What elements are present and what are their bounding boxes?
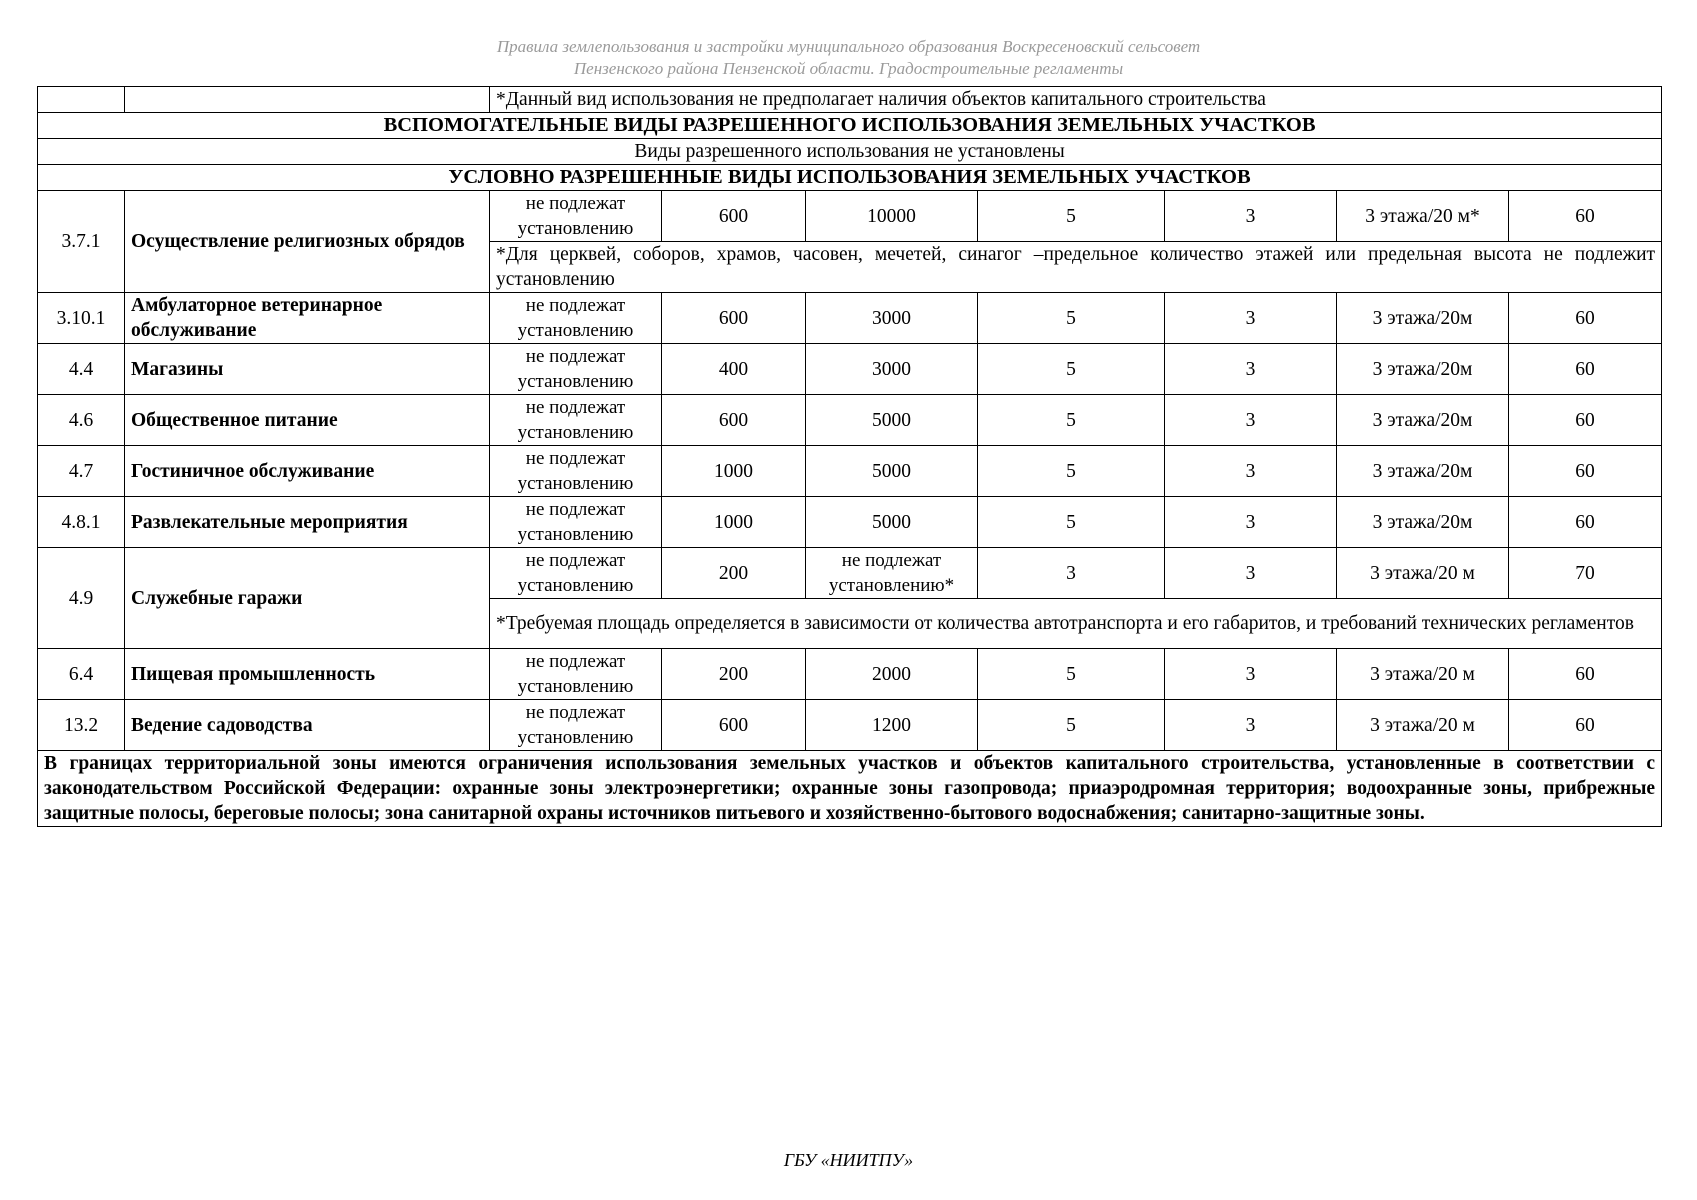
cell-c7: 60: [1509, 344, 1662, 395]
cell-c2: 200: [662, 649, 806, 700]
row-code: 13.2: [38, 700, 125, 751]
cell-c2: 1000: [662, 446, 806, 497]
cell-c3: 3000: [806, 344, 978, 395]
cell-c1: не подлежат установлению: [490, 700, 662, 751]
section-title-auxiliary: ВСПОМОГАТЕЛЬНЫЕ ВИДЫ РАЗРЕШЕННОГО ИСПОЛЬЗОВАНИЯ ЗЕМЕЛЬНЫХ УЧАСТКОВ: [38, 113, 1662, 139]
cell-c7: 70: [1509, 548, 1662, 599]
cell-c1: не подлежат установлению: [490, 293, 662, 344]
cell-c2: 600: [662, 293, 806, 344]
cell-c3: 3000: [806, 293, 978, 344]
cell-c5: 3: [1165, 700, 1337, 751]
section-row: [38, 113, 1662, 139]
cell-c7: 60: [1509, 191, 1662, 242]
table-row: [38, 395, 1662, 446]
cell-c7: 60: [1509, 395, 1662, 446]
cell-c4: 5: [978, 191, 1165, 242]
cell-c6: 3 этажа/20м: [1337, 293, 1509, 344]
row-name: Ведение садоводства: [125, 700, 490, 751]
row-name: Пищевая промышленность: [125, 649, 490, 700]
cell-c1: не подлежат установлению: [490, 395, 662, 446]
cell-c7: 60: [1509, 497, 1662, 548]
row-code: 3.7.1: [38, 191, 125, 293]
cell-c7: 60: [1509, 446, 1662, 497]
row-code: 4.7: [38, 446, 125, 497]
empty-cell: [125, 87, 490, 113]
section-body-auxiliary: Виды разрешенного использования не установлены: [38, 139, 1662, 165]
row-code: 6.4: [38, 649, 125, 700]
cell-c6: 3 этажа/20м: [1337, 344, 1509, 395]
cell-c5: 3: [1165, 191, 1337, 242]
row-code: 4.6: [38, 395, 125, 446]
row-name: Гостиничное обслуживание: [125, 446, 490, 497]
note-top: *Данный вид использования не предполагает наличия объектов капитального строительства: [490, 87, 1662, 113]
row-name: Амбулаторное ветеринарное обслуживание: [125, 293, 490, 344]
cell-c4: 5: [978, 293, 1165, 344]
cell-c5: 3: [1165, 446, 1337, 497]
table-row: [38, 497, 1662, 548]
empty-cell: [38, 87, 125, 113]
cell-c3: 5000: [806, 395, 978, 446]
row-name: Служебные гаражи: [125, 548, 490, 649]
running-header: [0, 36, 1697, 80]
table-row: [38, 446, 1662, 497]
cell-c2: 600: [662, 700, 806, 751]
table-row: [38, 649, 1662, 700]
cell-c6: 3 этажа/20 м: [1337, 548, 1509, 599]
section-row: [38, 139, 1662, 165]
cell-c6: 3 этажа/20 м*: [1337, 191, 1509, 242]
section-row: [38, 165, 1662, 191]
row-name: Развлекательные мероприятия: [125, 497, 490, 548]
cell-c5: 3: [1165, 548, 1337, 599]
cell-c2: 200: [662, 548, 806, 599]
cell-c4: 5: [978, 446, 1165, 497]
row-code: 4.9: [38, 548, 125, 649]
cell-c7: 60: [1509, 649, 1662, 700]
cell-c1: не подлежат установлению: [490, 446, 662, 497]
table-row: [38, 344, 1662, 395]
cell-c3: 10000: [806, 191, 978, 242]
cell-c3: не подлежат установлению*: [806, 548, 978, 599]
running-footer: ГБУ «НИИТПУ»: [783, 1150, 914, 1170]
cell-c7: 60: [1509, 700, 1662, 751]
note-garages: *Требуемая площадь определяется в зависимости от количества автотранспорта и его габаритов, и требований технических регламентов: [490, 599, 1662, 649]
cell-c1: не подлежат установлению: [490, 548, 662, 599]
cell-c1: не подлежат установлению: [490, 649, 662, 700]
cell-c3: 2000: [806, 649, 978, 700]
row-name: Осуществление религиозных обрядов: [125, 191, 490, 293]
cell-c5: 3: [1165, 344, 1337, 395]
row-name: Общественное питание: [125, 395, 490, 446]
cell-c5: 3: [1165, 395, 1337, 446]
cell-c6: 3 этажа/20 м: [1337, 649, 1509, 700]
cell-c2: 1000: [662, 497, 806, 548]
note-religious: *Для церквей, соборов, храмов, часовен, мечетей, синагог –предельное количество этажей или предельная высота не подлежит установлению: [490, 242, 1662, 293]
header-line-1: Правила землепользования и застройки муниципального образования Воскресеновский сельсовет: [496, 37, 1201, 56]
section-title-conditional: УСЛОВНО РАЗРЕШЕННЫЕ ВИДЫ ИСПОЛЬЗОВАНИЯ ЗЕМЕЛЬНЫХ УЧАСТКОВ: [38, 165, 1662, 191]
table-row: [38, 293, 1662, 344]
cell-c4: 5: [978, 497, 1165, 548]
regulations-table: [37, 86, 1662, 827]
row-name: Магазины: [125, 344, 490, 395]
cell-c1: не подлежат установлению: [490, 344, 662, 395]
row-code: 4.8.1: [38, 497, 125, 548]
table-row: [38, 191, 1662, 242]
cell-c7: 60: [1509, 293, 1662, 344]
table-row: [38, 87, 1662, 113]
cell-c5: 3: [1165, 497, 1337, 548]
cell-c2: 400: [662, 344, 806, 395]
cell-c5: 3: [1165, 293, 1337, 344]
cell-c2: 600: [662, 191, 806, 242]
cell-c5: 3: [1165, 649, 1337, 700]
cell-c6: 3 этажа/20м: [1337, 497, 1509, 548]
cell-c2: 600: [662, 395, 806, 446]
cell-c3: 5000: [806, 446, 978, 497]
table-row: [38, 751, 1662, 827]
cell-c1: не подлежат установлению: [490, 191, 662, 242]
restrictions-text: В границах территориальной зоны имеются ограничения использования земельных участков и объектов капитального строительства, установленные в соответствии с законодательством Российской Федерации: охранные зоны электроэнергетики; охранные зоны газопровода; приаэродромная территория; водоохранные зоны, прибрежные защитные полосы, береговые полосы; зона санитарной охраны источников питьевого и хозяйственно-бытового водоснабжения; санитарно-защитные зоны.: [38, 751, 1662, 827]
cell-c6: 3 этажа/20м: [1337, 446, 1509, 497]
cell-c3: 5000: [806, 497, 978, 548]
cell-c6: 3 этажа/20 м: [1337, 700, 1509, 751]
header-line-2: Пензенского района Пензенской области. Градостроительные регламенты: [573, 59, 1124, 78]
cell-c4: 5: [978, 344, 1165, 395]
cell-c3: 1200: [806, 700, 978, 751]
cell-c4: 5: [978, 700, 1165, 751]
cell-c4: 5: [978, 649, 1165, 700]
row-code: 4.4: [38, 344, 125, 395]
cell-c1: не подлежат установлению: [490, 497, 662, 548]
cell-c6: 3 этажа/20м: [1337, 395, 1509, 446]
cell-c4: 3: [978, 548, 1165, 599]
table-row: [38, 548, 1662, 599]
row-code: 3.10.1: [38, 293, 125, 344]
table-row: [38, 700, 1662, 751]
cell-c4: 5: [978, 395, 1165, 446]
